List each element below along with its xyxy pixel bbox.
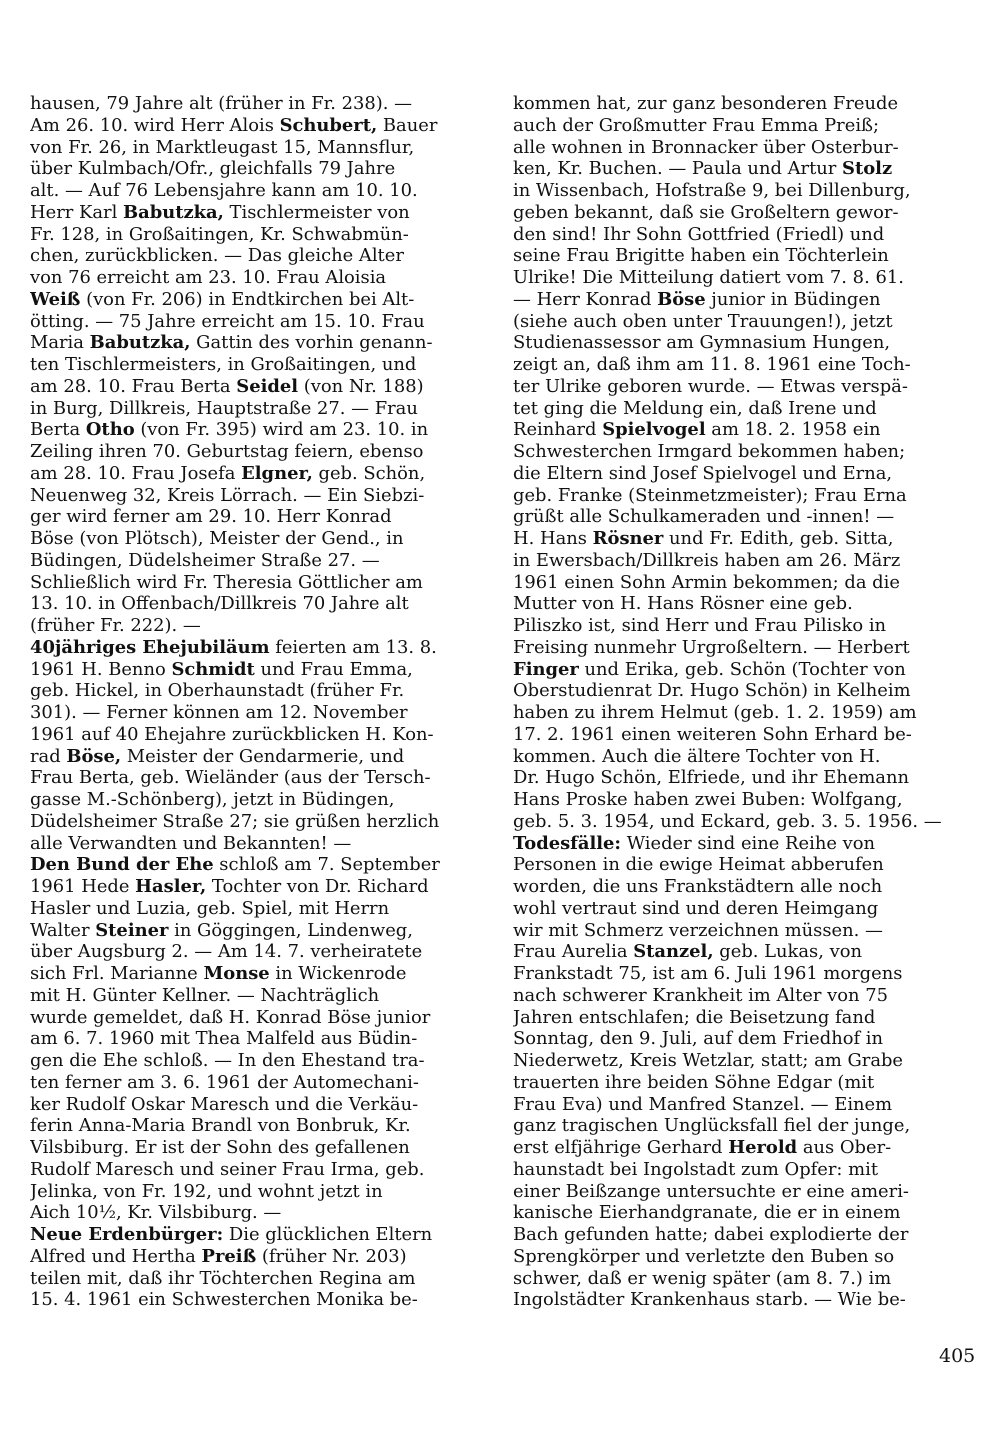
text-line [30, 158, 485, 180]
text-line [30, 245, 485, 267]
text-line [30, 1224, 485, 1246]
text-run: ger wird ferner am 29. 10. Herr Konrad [30, 506, 392, 528]
text-run: Berta [30, 419, 86, 441]
page-number: 405 [939, 1345, 976, 1367]
text-line [513, 724, 971, 746]
text-run: junior in Büdingen [705, 288, 881, 310]
text-line [513, 115, 971, 137]
text-line [513, 1181, 971, 1203]
text-run: grüßt alle Schulkameraden und -innen! — [513, 506, 895, 528]
text-line [513, 137, 971, 159]
text-line [30, 1007, 485, 1029]
text-line [30, 1115, 485, 1137]
text-run: gen die Ehe schloß. — In den Ehestand tra- [30, 1050, 425, 1071]
text-run: Frau Aurelia [513, 941, 634, 963]
text-line [513, 93, 971, 115]
text-run: 1961 auf 40 Ehejahre zurückblicken H. Kon- [30, 723, 434, 745]
text-line [513, 1072, 971, 1094]
text-line [513, 659, 971, 681]
text-run: (früher Nr. 203) [256, 1245, 407, 1267]
text-line [30, 659, 485, 681]
right-column [513, 93, 971, 1311]
text-run: Jelinka, von Fr. 192, und wohnt jetzt in [30, 1180, 383, 1202]
text-run: Am 26. 10. wird Herr Alois [30, 114, 280, 136]
text-line [30, 1202, 485, 1224]
text-line [30, 1050, 485, 1072]
text-run: (siehe auch oben unter Trauungen!), jetzt [513, 310, 893, 332]
bold-name: Babutzka, [89, 332, 191, 354]
text-line [513, 354, 971, 376]
text-run: 17. 2. 1961 einen weiteren Sohn Erhard be- [513, 723, 912, 745]
text-line [30, 1289, 485, 1311]
text-line [513, 245, 971, 267]
text-line [513, 680, 971, 702]
text-run: gasse M.-Schönberg), jetzt in Büdingen, [30, 789, 395, 810]
text-line [30, 1137, 485, 1159]
text-line [30, 898, 485, 920]
text-line [30, 615, 485, 637]
text-line [30, 1094, 485, 1116]
text-line [30, 441, 485, 463]
text-run: in Göggingen, Lindenweg, [168, 919, 413, 941]
text-run: geb. 5. 3. 1954, und Eckard, geb. 3. 5. 1956. — [513, 810, 942, 832]
text-line [30, 854, 485, 876]
text-line [513, 702, 971, 724]
text-run: Schwesterchen Irmgard bekommen haben; [513, 441, 906, 462]
text-run: — Herr Konrad [513, 288, 658, 310]
text-line [30, 267, 485, 289]
text-line [513, 637, 971, 659]
text-line [30, 376, 485, 398]
text-line [30, 289, 485, 311]
text-run: ganz tragischen Unglücksfall fiel der junge, [513, 1115, 911, 1137]
text-line [513, 833, 971, 855]
bold-name: Herold [728, 1137, 798, 1158]
text-run: Bauer [377, 114, 438, 136]
text-run: Alfred und Hertha [30, 1245, 202, 1267]
text-run: alt. — Auf 76 Lebensjahre kann am 10. 10. [30, 180, 418, 201]
text-run: schwer, daß er wenig später (am 8. 7.) im [513, 1267, 892, 1289]
text-line [513, 463, 971, 485]
bold-name: Otho [85, 419, 135, 441]
text-run: Zeiling ihren 70. Geburtstag feiern, ebenso [30, 441, 424, 462]
bold-name: Elgner, [241, 462, 313, 484]
text-run: kommen. Auch die ältere Tochter von H. [513, 745, 881, 767]
text-run: Personen in die ewige Heimat abberufen [513, 854, 884, 876]
text-line [30, 789, 485, 811]
text-run: geb. Schön, [312, 462, 426, 484]
text-run: am 18. 2. 1958 ein [705, 419, 881, 441]
bold-name: Finger [513, 658, 579, 680]
text-line [30, 680, 485, 702]
text-line [30, 354, 485, 376]
text-run: worden, die uns Frankstädtern alle noch [513, 876, 883, 897]
text-run: hausen, 79 Jahre alt (früher in Fr. 238). — [30, 93, 413, 114]
text-run: Hans Proske haben zwei Buben: Wolfgang, [513, 789, 903, 810]
text-run: 1961 einen Sohn Armin bekommen; da die [513, 571, 900, 593]
text-run: geb. Hickel, in Oberhaunstadt (früher Fr. [30, 680, 405, 702]
text-line [513, 311, 971, 333]
text-line [30, 1268, 485, 1290]
text-line [513, 767, 971, 789]
text-run: Freising nunmehr Urgroßeltern. — Herbert [513, 636, 910, 658]
text-line [513, 920, 971, 942]
bold-name: Todesfälle: [513, 832, 622, 854]
text-run: alle wohnen in Bronnacker über Osterbur- [513, 136, 899, 158]
text-line [513, 332, 971, 354]
text-run: einer Beißzange untersuchte er eine ameri- [513, 1180, 909, 1202]
text-run: ten ferner am 3. 6. 1961 der Automechani- [30, 1071, 419, 1093]
text-run: Ulrike! Die Mitteilung datiert vom 7. 8. 61. [513, 267, 904, 288]
text-run: haunstadt bei Ingolstadt zum Opfer: mit [513, 1158, 879, 1180]
text-run: 1961 Hede [30, 876, 136, 897]
text-line [513, 441, 971, 463]
text-run: Hasler und Luzia, geb. Spiel, mit Herrn [30, 897, 390, 919]
text-line [513, 1137, 971, 1159]
text-run: Büdingen, Düdelsheimer Straße 27. — [30, 549, 380, 571]
text-line [30, 1072, 485, 1094]
text-line [30, 1246, 485, 1268]
text-run: Reinhard [513, 419, 603, 441]
text-line [30, 811, 485, 833]
text-run: auch der Großmutter Frau Emma Preiß; [513, 114, 880, 136]
text-line [30, 93, 485, 115]
text-run: (von Fr. 206) in Endtkirchen bei Alt- [80, 288, 415, 310]
text-line [30, 1159, 485, 1181]
bold-name: Steiner [95, 919, 169, 941]
text-run: 1961 H. Benno [30, 658, 172, 680]
text-line [513, 289, 971, 311]
text-run: geb. Lukas, von [713, 941, 863, 963]
text-line [513, 1268, 971, 1290]
bold-name: Weiß [30, 288, 81, 310]
text-line [513, 376, 971, 398]
text-run: von 76 erreicht am 23. 10. Frau Aloisia [30, 267, 387, 288]
text-run: geben bekannt, daß sie Großeltern gewor- [513, 201, 899, 223]
text-run: ferin Anna-Maria Brandl von Bonbruk, Kr. [30, 1115, 411, 1137]
text-line [30, 311, 485, 333]
text-run: erst elfjährige Gerhard [513, 1137, 729, 1158]
text-run: Walter [30, 919, 96, 941]
text-line [30, 876, 485, 898]
text-line [30, 485, 485, 507]
text-line [513, 876, 971, 898]
text-run: 15. 4. 1961 ein Schwesterchen Monika be- [30, 1289, 418, 1311]
text-line [513, 1202, 971, 1224]
text-run: Tischlermeister von [223, 201, 410, 223]
text-line [30, 985, 485, 1007]
text-line [30, 593, 485, 615]
text-line [30, 746, 485, 768]
bold-name: Stolz [842, 158, 893, 180]
text-line [513, 550, 971, 572]
bold-name: Preiß [201, 1245, 257, 1267]
text-run: sich Frl. Marianne [30, 963, 204, 984]
text-run: Tochter von Dr. Richard [206, 876, 429, 897]
text-line [513, 1050, 971, 1072]
text-run: Düdelsheimer Straße 27; sie grüßen herzlich [30, 810, 440, 832]
text-run: (von Nr. 188) [298, 375, 424, 397]
text-run: am 28. 10. Frau Josefa [30, 462, 242, 484]
text-run: wir mit Schmerz verzeichnen müssen. — [513, 919, 883, 941]
text-run: Maria [30, 332, 90, 354]
text-run: feierten am 13. 8. [269, 636, 437, 658]
text-line [30, 963, 485, 985]
text-line [30, 224, 485, 246]
text-run: kanische Eierhandgranate, die er in einem [513, 1202, 901, 1224]
bold-name: Böse, [66, 745, 122, 767]
bold-name: Den Bund der Ehe [30, 854, 214, 876]
text-run: ter Ulrike geboren wurde. — Etwas verspä- [513, 375, 908, 397]
bold-name: Neue Erdenbürger: [30, 1224, 224, 1245]
text-line [513, 1028, 971, 1050]
text-run: Aich 10½, Kr. Vilsbiburg. — [30, 1202, 282, 1224]
text-run: und Erika, geb. Schön (Tochter von [578, 658, 906, 680]
bold-name: Stanzel, [633, 941, 714, 963]
text-run: nach schwerer Krankheit im Alter von 75 [513, 984, 888, 1006]
text-run: Frau Eva) und Manfred Stanzel. — Einem [513, 1093, 893, 1115]
text-line [30, 941, 485, 963]
text-line [513, 1159, 971, 1181]
text-line [30, 1028, 485, 1050]
text-run: Neuenweg 32, Kreis Lörrach. — Ein Siebzi- [30, 484, 425, 506]
text-line [30, 506, 485, 528]
text-line [30, 550, 485, 572]
text-line [513, 898, 971, 920]
text-line [513, 419, 971, 441]
text-run: Oberstudienrat Dr. Hugo Schön) in Kelheim [513, 680, 911, 702]
text-line [513, 398, 971, 420]
bold-name: Monse [203, 963, 270, 984]
text-run: in Burg, Dillkreis, Hauptstraße 27. — Frau [30, 397, 418, 419]
text-run: geb. Franke (Steinmetzmeister); Frau Erna [513, 484, 907, 506]
text-line [30, 419, 485, 441]
text-line [513, 528, 971, 550]
text-run: Sprengkörper und verletzte den Buben so [513, 1245, 895, 1267]
text-line [513, 746, 971, 768]
text-run: alle Verwandten und Bekannten! — [30, 832, 352, 854]
text-run: rad [30, 745, 67, 767]
text-line [30, 528, 485, 550]
text-line [30, 463, 485, 485]
text-run: wurde gemeldet, daß H. Konrad Böse junior [30, 1006, 431, 1028]
text-run: Die glücklichen Eltern [223, 1224, 433, 1245]
text-run: Böse (von Plötsch), Meister der Gend., in [30, 528, 404, 549]
text-line [513, 593, 971, 615]
bold-name: Schubert, [279, 114, 378, 136]
text-line [513, 224, 971, 246]
text-run: Sonntag, den 9. Juli, auf dem Friedhof in [513, 1028, 884, 1050]
text-line [30, 637, 485, 659]
text-run: H. Hans [513, 528, 593, 549]
text-run: Herr Karl [30, 201, 123, 223]
text-run: und Fr. Edith, geb. Sitta, [663, 528, 894, 549]
text-line [513, 854, 971, 876]
text-run: Piliszko ist, sind Herr und Frau Pilisko in [513, 615, 887, 636]
text-line [513, 572, 971, 594]
text-run: Bach gefunden hatte; dabei explodierte der [513, 1224, 909, 1245]
text-line [513, 158, 971, 180]
text-run: Niederwetz, Kreis Wetzlar, statt; am Grabe [513, 1050, 904, 1071]
text-line [30, 398, 485, 420]
text-run: teilen mit, daß ihr Töchterchen Regina am [30, 1267, 416, 1289]
bold-name: Hasler, [135, 876, 207, 897]
text-run: schloß am 7. September [213, 854, 440, 876]
text-line [513, 1007, 971, 1029]
text-run: über Augsburg 2. — Am 14. 7. verheiratete [30, 941, 423, 963]
text-run: in Wickenrode [269, 963, 407, 984]
text-run: Frau Berta, geb. Wieländer (aus der Tersch- [30, 767, 431, 789]
text-run: aus Ober- [797, 1137, 892, 1158]
text-line [30, 572, 485, 594]
text-line [513, 811, 971, 833]
text-run: wohl vertraut sind und deren Heimgang [513, 897, 879, 919]
text-run: haben zu ihrem Helmut (geb. 1. 2. 1959) am [513, 702, 917, 723]
text-line [30, 202, 485, 224]
text-run: trauerten ihre beiden Söhne Edgar (mit [513, 1071, 875, 1093]
text-run: zeigt an, daß ihm am 11. 8. 1961 eine Toch- [513, 354, 911, 375]
text-run: Fr. 128, in Großaitingen, Kr. Schwabmün- [30, 223, 409, 245]
text-run: Rudolf Maresch und seiner Frau Irma, geb. [30, 1158, 425, 1180]
text-line [30, 332, 485, 354]
text-line [513, 1246, 971, 1268]
text-line [513, 615, 971, 637]
text-line [513, 506, 971, 528]
text-run: Jahren entschlafen; die Beisetzung fand [513, 1006, 876, 1028]
text-line [513, 985, 971, 1007]
text-line [513, 1115, 971, 1137]
text-run: und Frau Emma, [254, 658, 413, 680]
text-run: Studienassessor am Gymnasium Hungen, [513, 332, 891, 354]
text-line [30, 137, 485, 159]
text-run: Ingolstädter Krankenhaus starb. — Wie be- [513, 1289, 906, 1311]
text-line [513, 267, 971, 289]
text-run: Frankstadt 75, ist am 6. Juli 1961 morgens [513, 963, 903, 984]
text-line [30, 724, 485, 746]
text-run: in Wissenbach, Hofstraße 9, bei Dillenburg, [513, 180, 911, 201]
bold-name: Böse [657, 288, 706, 310]
text-line [513, 963, 971, 985]
text-line [30, 767, 485, 789]
bold-name: Seidel [236, 375, 299, 397]
text-line [513, 789, 971, 811]
text-run: Dr. Hugo Schön, Elfriede, und ihr Ehemann [513, 767, 909, 789]
bold-name: Spielvogel [602, 419, 706, 441]
text-run: die Eltern sind Josef Spielvogel und Erna, [513, 462, 893, 484]
text-run: Schließlich wird Fr. Theresia Göttlicher am [30, 571, 423, 593]
text-run: ten Tischlermeisters, in Großaitingen, und [30, 354, 417, 375]
text-run: von Fr. 26, in Marktleugast 15, Mannsflur, [30, 136, 415, 158]
text-run: chen, zurückblicken. — Das gleiche Alter [30, 245, 404, 267]
text-line [513, 1224, 971, 1246]
bold-name: 40jähriges Ehejubiläum [30, 636, 270, 658]
text-run: ker Rudolf Oskar Maresch und die Verkäu- [30, 1093, 419, 1115]
text-run: über Kulmbach/Ofr., gleichfalls 79 Jahre [30, 158, 396, 180]
text-run: seine Frau Brigitte haben ein Töchterlein [513, 245, 889, 267]
text-line [513, 1289, 971, 1311]
text-run: in Ewersbach/Dillkreis haben am 26. März [513, 549, 901, 571]
text-run: mit H. Günter Kellner. — Nachträglich [30, 984, 380, 1006]
text-run: Wieder sind eine Reihe von [621, 832, 876, 854]
text-run: kommen hat, zur ganz besonderen Freude [513, 93, 899, 114]
text-run: 301). — Ferner können am 12. November [30, 702, 408, 723]
text-line [513, 202, 971, 224]
text-run: 13. 10. in Offenbach/Dillkreis 70 Jahre alt [30, 593, 409, 615]
text-run: Mutter von H. Hans Rösner eine geb. [513, 593, 853, 615]
text-run: Gattin des vorhin genann- [190, 332, 433, 354]
bold-name: Babutzka, [122, 201, 224, 223]
text-run: (früher Fr. 222). — [30, 615, 201, 636]
text-run: ken, Kr. Buchen. — Paula und Artur [513, 158, 843, 180]
text-line [30, 833, 485, 855]
text-run: (von Fr. 395) wird am 23. 10. in [134, 419, 429, 441]
text-run: Meister der Gendarmerie, und [121, 745, 405, 767]
text-run: tet ging die Meldung ein, daß Irene und [513, 397, 877, 419]
text-line [30, 115, 485, 137]
text-line [513, 1094, 971, 1116]
text-line [513, 180, 971, 202]
text-line [30, 702, 485, 724]
text-run: am 28. 10. Frau Berta [30, 375, 237, 397]
text-run: Vilsbiburg. Er ist der Sohn des gefallenen [30, 1137, 410, 1158]
text-run: ötting. — 75 Jahre erreicht am 15. 10. Frau [30, 310, 425, 332]
bold-name: Schmidt [171, 658, 255, 680]
text-run: den sind! Ihr Sohn Gottfried (Friedl) und [513, 223, 885, 245]
text-line [30, 180, 485, 202]
text-run: am 6. 7. 1960 mit Thea Malfeld aus Büdin- [30, 1028, 418, 1050]
left-column [30, 93, 485, 1311]
text-line [30, 920, 485, 942]
text-line [513, 941, 971, 963]
text-line [30, 1181, 485, 1203]
text-line [513, 485, 971, 507]
bold-name: Rösner [592, 528, 664, 549]
